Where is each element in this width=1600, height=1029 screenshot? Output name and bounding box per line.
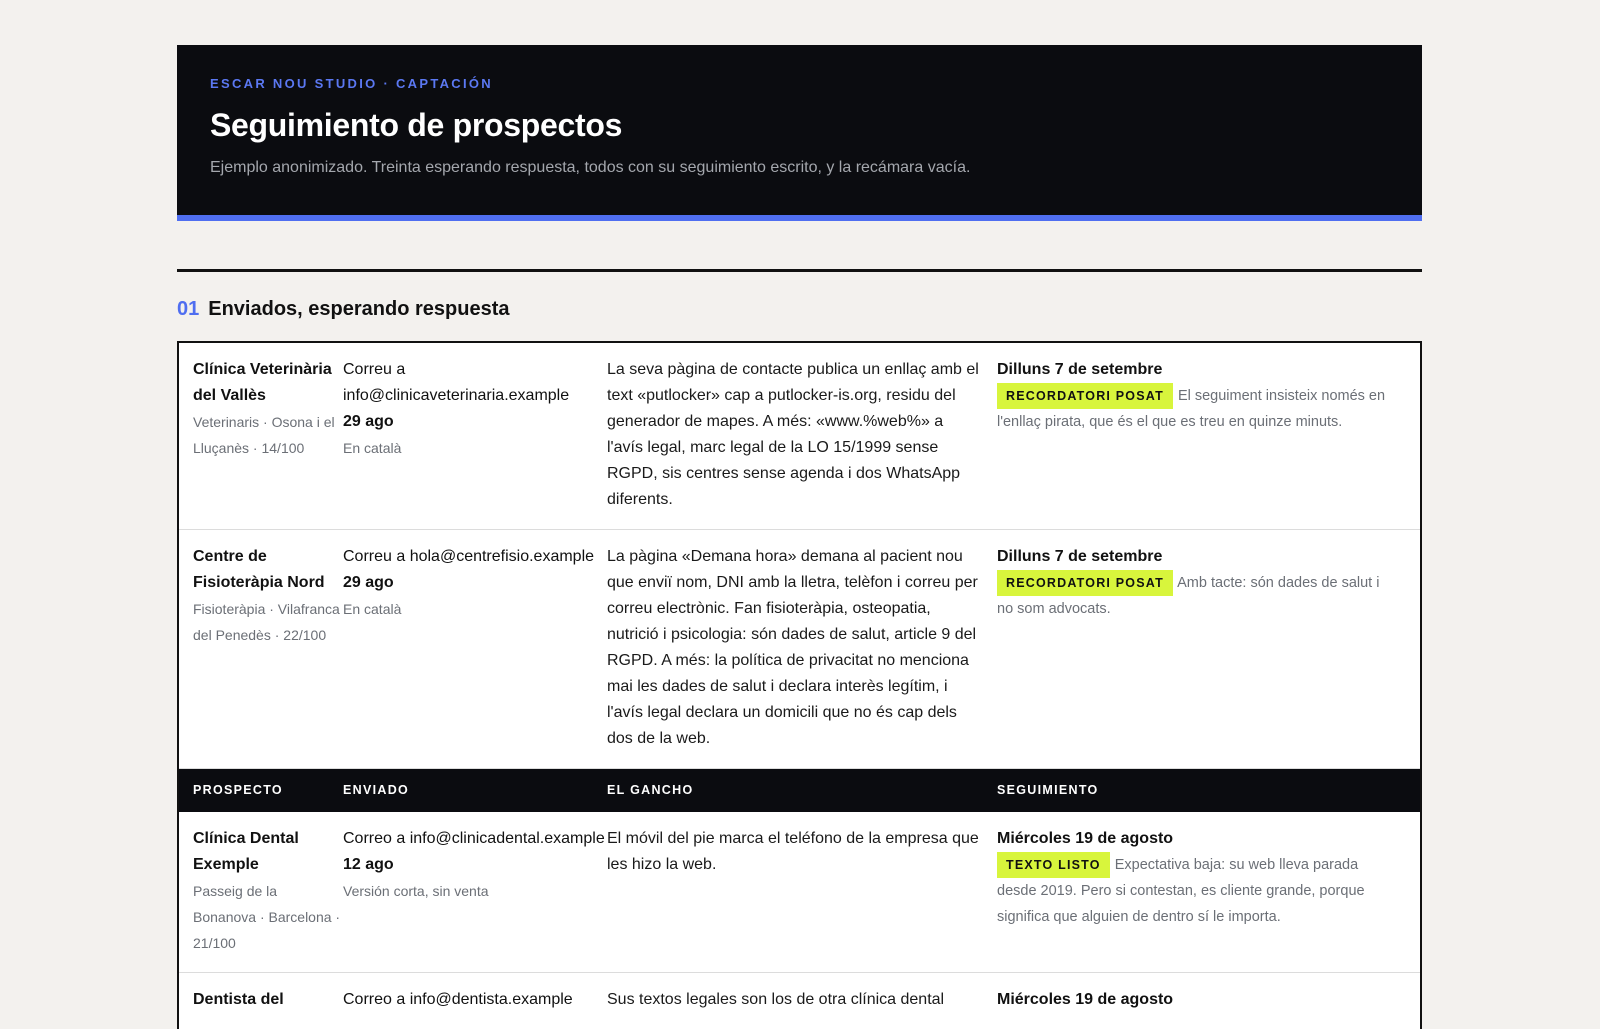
cell-prospect xyxy=(179,544,343,752)
page-header xyxy=(177,45,1422,221)
sent-channel: Correo a info@clinicadental.example xyxy=(343,830,605,847)
cell-hook xyxy=(607,357,997,513)
prospect-meta: Veterinaris · Osona i el Lluçanès · 14/100 xyxy=(193,414,335,456)
sent-language: Versión corta, sin venta xyxy=(343,883,489,899)
column-header-prospect[interactable]: PROSPECTO xyxy=(193,783,283,797)
prospect-name: Clínica Dental Exemple xyxy=(193,830,299,873)
followup-note xyxy=(997,383,1393,435)
cell-hook xyxy=(607,987,997,1013)
sent-channel: Correo a info@dentista.example xyxy=(343,991,573,1008)
cell-sent xyxy=(343,544,607,752)
cell-sent xyxy=(343,357,607,513)
page-title: Seguimiento de prospectos xyxy=(210,107,623,143)
cell-hook xyxy=(607,544,997,752)
section-number: 01 xyxy=(177,298,200,320)
section-heading xyxy=(177,298,1422,321)
sent-date: 12 ago xyxy=(343,856,394,873)
followup-date: Dilluns 7 de setembre xyxy=(997,361,1163,378)
status-badge: RECORDATORI POSAT xyxy=(997,383,1173,409)
prospects-table xyxy=(177,341,1422,1029)
page xyxy=(177,45,1422,1029)
followup-note-text: El seguiment insisteix només en l'enllaç pirata, que és el que es treu en quinze minuts. xyxy=(997,388,1386,430)
header-eyebrow: ESCAR NOU STUDIO · CAPTACIÓN xyxy=(210,76,493,91)
table-row[interactable] xyxy=(179,343,1420,530)
prospect-name: Dentista del xyxy=(193,991,284,1008)
hook-text: La seva pàgina de contacte publica un enllaç amb el text «putlocker» cap a putlocker-is.org, residu del generador de mapes. A més: «www.%web%» a l'avís legal, marc legal de la LO 15/1999 sense RGPD, sis centres sense agenda i dos WhatsApp diferents. xyxy=(607,361,979,508)
status-badge: TEXTO LISTO xyxy=(997,852,1110,878)
cell-followup xyxy=(997,987,1407,1013)
hook-text: La pàgina «Demana hora» demana al pacient nou que enviï nom, DNI amb la lletra, telèfon i correu per correu electrònic. Fan fisioteràpia, osteopatia, nutrició i psicologia: són dades de salut, article 9 del RGPD. A més: la política de privacitat no menciona mai les dades de salut i declara interès legítim, i l'avís legal declara un domicili que no és cap dels dos de la web. xyxy=(607,548,978,747)
sent-date: 29 ago xyxy=(343,574,394,591)
cell-followup xyxy=(997,544,1407,752)
column-header-followup[interactable]: SEGUIMIENTO xyxy=(997,783,1099,797)
cell-prospect xyxy=(179,357,343,513)
followup-date: Miércoles 19 de agosto xyxy=(997,830,1174,847)
cell-prospect xyxy=(179,987,343,1013)
sent-language: En català xyxy=(343,440,402,456)
followup-date: Dilluns 7 de setembre xyxy=(997,548,1163,565)
hook-text: El móvil del pie marca el teléfono de la empresa que les hizo la web. xyxy=(607,830,979,873)
followup-note-text: Expectativa baja: su web lleva parada desde 2019. Pero si contestan, es cliente grande, porque significa que alguien de dentro sí le importa. xyxy=(997,857,1365,925)
prospect-meta: Passeig de la Bonanova · Barcelona · 21/100 xyxy=(193,883,341,951)
page-subtitle: Ejemplo anonimizado. Treinta esperando respuesta, todos con su seguimiento escrito, y la recámara vacía. xyxy=(210,159,971,176)
table-header xyxy=(179,769,1420,812)
cell-prospect xyxy=(179,826,343,956)
prospect-name: Clínica Veterinària del Vallès xyxy=(193,361,332,404)
cell-sent xyxy=(343,987,607,1013)
followup-date: Miércoles 19 de agosto xyxy=(997,991,1174,1008)
table-row[interactable] xyxy=(179,530,1420,769)
cell-hook xyxy=(607,826,997,956)
table-row[interactable] xyxy=(179,973,1420,1029)
followup-note xyxy=(997,570,1393,622)
cell-followup xyxy=(997,826,1407,956)
section-divider xyxy=(177,269,1422,272)
cell-sent xyxy=(343,826,607,956)
column-header-sent[interactable]: ENVIADO xyxy=(343,783,410,797)
prospect-meta: Fisioteràpia · Vilafranca del Penedès · 22/100 xyxy=(193,601,340,643)
cell-followup xyxy=(997,357,1407,513)
status-badge: RECORDATORI POSAT xyxy=(997,570,1173,596)
column-header-hook[interactable]: EL GANCHO xyxy=(607,783,694,797)
sent-language: En català xyxy=(343,601,402,617)
section-title: Enviados, esperando respuesta xyxy=(208,298,510,320)
table-row[interactable] xyxy=(179,812,1420,973)
followup-note xyxy=(997,852,1393,930)
sent-date: 29 ago xyxy=(343,413,394,430)
hook-text: Sus textos legales son los de otra clínica dental xyxy=(607,991,945,1008)
sent-channel: Correu a info@clinicaveterinaria.example xyxy=(343,361,570,404)
followup-note-text: Amb tacte: són dades de salut i no som advocats. xyxy=(997,575,1380,617)
sent-channel: Correu a hola@centrefisio.example xyxy=(343,548,595,565)
prospect-name: Centre de Fisioteràpia Nord xyxy=(193,548,325,591)
